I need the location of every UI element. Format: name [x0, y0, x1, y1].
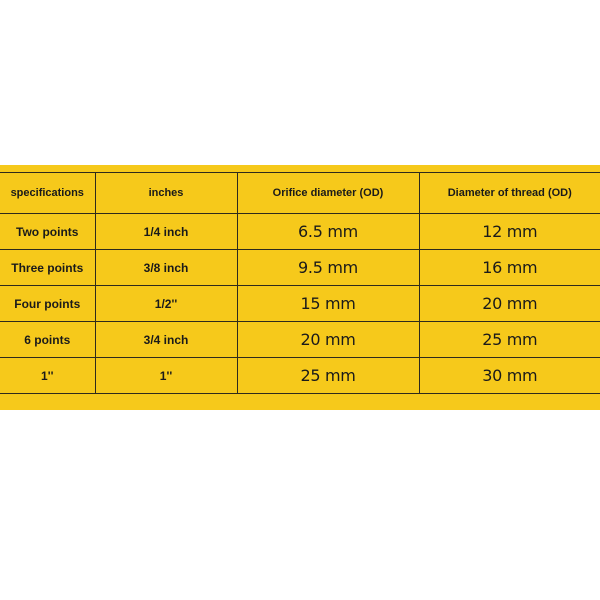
cell-thread-diameter: 16 mm [419, 250, 600, 286]
cell-orifice-diameter: 6.5 mm [237, 214, 419, 250]
cell-thread-diameter: 30 mm [419, 358, 600, 394]
cell-orifice-diameter: 25 mm [237, 358, 419, 394]
cell-orifice-diameter: 15 mm [237, 286, 419, 322]
cell-inches: 3/4 inch [95, 322, 237, 358]
table-row [0, 250, 600, 286]
cell-inches: 1'' [95, 358, 237, 394]
cell-orifice-diameter: 9.5 mm [237, 250, 419, 286]
cell-specification: Two points [0, 214, 95, 250]
table-row [0, 214, 600, 250]
cell-specification: 1'' [0, 358, 95, 394]
cell-thread-diameter: 25 mm [419, 322, 600, 358]
cell-specification: 6 points [0, 322, 95, 358]
cell-thread-diameter: 12 mm [419, 214, 600, 250]
cell-inches: 1/4 inch [95, 214, 237, 250]
spec-table [0, 172, 600, 394]
cell-specification: Three points [0, 250, 95, 286]
cell-inches: 3/8 inch [95, 250, 237, 286]
header-row [0, 173, 600, 214]
table-row [0, 358, 600, 394]
table-row [0, 286, 600, 322]
cell-orifice-diameter: 20 mm [237, 322, 419, 358]
header-orifice-diameter: Orifice diameter (OD) [237, 173, 419, 214]
header-specifications: specifications [0, 173, 95, 214]
cell-specification: Four points [0, 286, 95, 322]
cell-inches: 1/2'' [95, 286, 237, 322]
cell-thread-diameter: 20 mm [419, 286, 600, 322]
table-row [0, 322, 600, 358]
header-thread-diameter: Diameter of thread (OD) [419, 173, 600, 214]
header-inches: inches [95, 173, 237, 214]
